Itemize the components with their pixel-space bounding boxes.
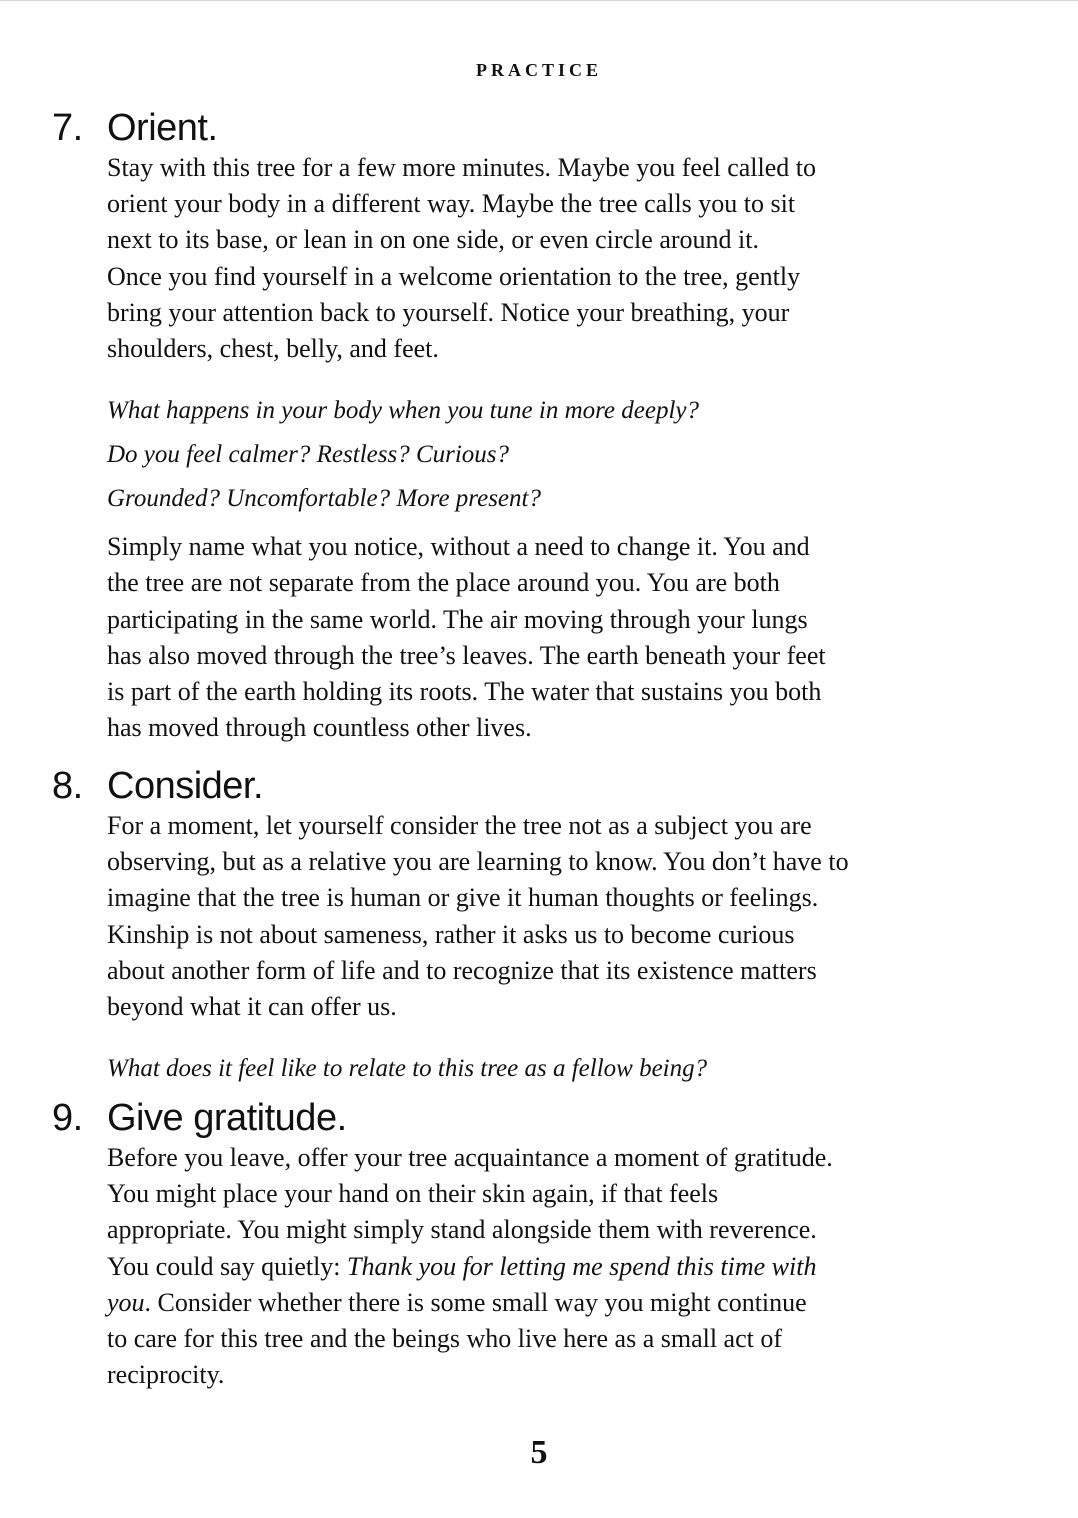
- text-line: Once you find yourself in a welcome orientation to the tree, gently: [107, 261, 801, 291]
- text-line: reciprocity.: [107, 1360, 225, 1390]
- step-heading: [52, 1096, 982, 1140]
- text-line: For a moment, let yourself consider the tree not as a subject you are: [107, 811, 812, 840]
- text-line: shoulders, chest, belly, and feet.: [107, 334, 439, 364]
- text-line: Simply name what you notice, without a need to change it. You and: [107, 532, 810, 562]
- paragraph: [107, 150, 982, 367]
- step-7: [52, 106, 982, 746]
- step-8: [52, 764, 982, 1091]
- reflection-question: Do you feel calmer? Restless? Curious?: [107, 441, 510, 469]
- step-body: [107, 150, 982, 746]
- text-line: [107, 1285, 982, 1321]
- text-line: next to its base, or lean in on one side, or even circle around it.: [107, 225, 759, 255]
- text-line: is part of the earth holding its roots. The water that sustains you both: [107, 677, 822, 707]
- step-number: 8.: [52, 765, 83, 807]
- text-line: orient your body in a different way. Maybe the tree calls you to sit: [107, 189, 796, 219]
- text-line: the tree are not separate from the place around you. You are both: [107, 568, 780, 598]
- paragraph: [107, 1140, 982, 1393]
- step-number: 7.: [52, 107, 83, 149]
- text-line: to care for this tree and the beings who live here as a small act of: [107, 1324, 783, 1354]
- text-line: beyond what it can offer us.: [107, 992, 397, 1022]
- text-line: Stay with this tree for a few more minutes. Maybe you feel called to: [107, 153, 817, 182]
- step-heading: [52, 106, 982, 150]
- running-head: PRACTICE: [475, 60, 602, 80]
- text-line: You might place your hand on their skin again, if that feels: [107, 1179, 719, 1209]
- text-run: You could say quietly:: [107, 1251, 348, 1281]
- text-line: has also moved through the tree’s leaves. The earth beneath your feet: [107, 640, 826, 670]
- text-line: participating in the same world. The air moving through your lungs: [107, 604, 808, 634]
- text-line: Kinship is not about sameness, rather it asks us to become curious: [107, 919, 795, 949]
- text-line: observing, but as a relative you are learning to know. You don’t have to: [107, 847, 849, 877]
- step-title: Orient.: [107, 107, 218, 149]
- quoted-phrase: Thank you for letting me spend this time with: [347, 1251, 817, 1281]
- step-9: [52, 1096, 982, 1393]
- text-run: . Consider whether there is some small way you might continue: [144, 1287, 807, 1317]
- step-body: [107, 808, 982, 1091]
- quoted-phrase: you: [107, 1287, 145, 1317]
- text-line: Before you leave, offer your tree acquaintance a moment of gratitude.: [107, 1143, 833, 1172]
- top-border: [0, 0, 1078, 1]
- text-line: appropriate. You might simply stand alongside them with reverence.: [107, 1215, 817, 1245]
- text-line: about another form of life and to recognize that its existence matters: [107, 955, 817, 985]
- page-number: 5: [530, 1434, 548, 1471]
- reflection-question: What does it feel like to relate to this tree as a fellow being?: [107, 1055, 708, 1083]
- paragraph: [107, 529, 982, 746]
- step-heading: [52, 764, 982, 808]
- step-number: 9.: [52, 1097, 83, 1139]
- step-title: Consider.: [107, 765, 264, 807]
- reflection-question: What happens in your body when you tune in more deeply?: [107, 397, 700, 425]
- text-line: has moved through countless other lives.: [107, 713, 532, 743]
- step-body: [107, 1140, 982, 1393]
- text-line: bring your attention back to yourself. Notice your breathing, your: [107, 297, 790, 327]
- text-line: imagine that the tree is human or give it human thoughts or feelings.: [107, 883, 819, 913]
- step-title: Give gratitude.: [107, 1097, 347, 1139]
- paragraph: [107, 808, 982, 1025]
- text-line: [107, 1249, 982, 1285]
- reflection-question: Grounded? Uncomfortable? More present?: [107, 485, 541, 513]
